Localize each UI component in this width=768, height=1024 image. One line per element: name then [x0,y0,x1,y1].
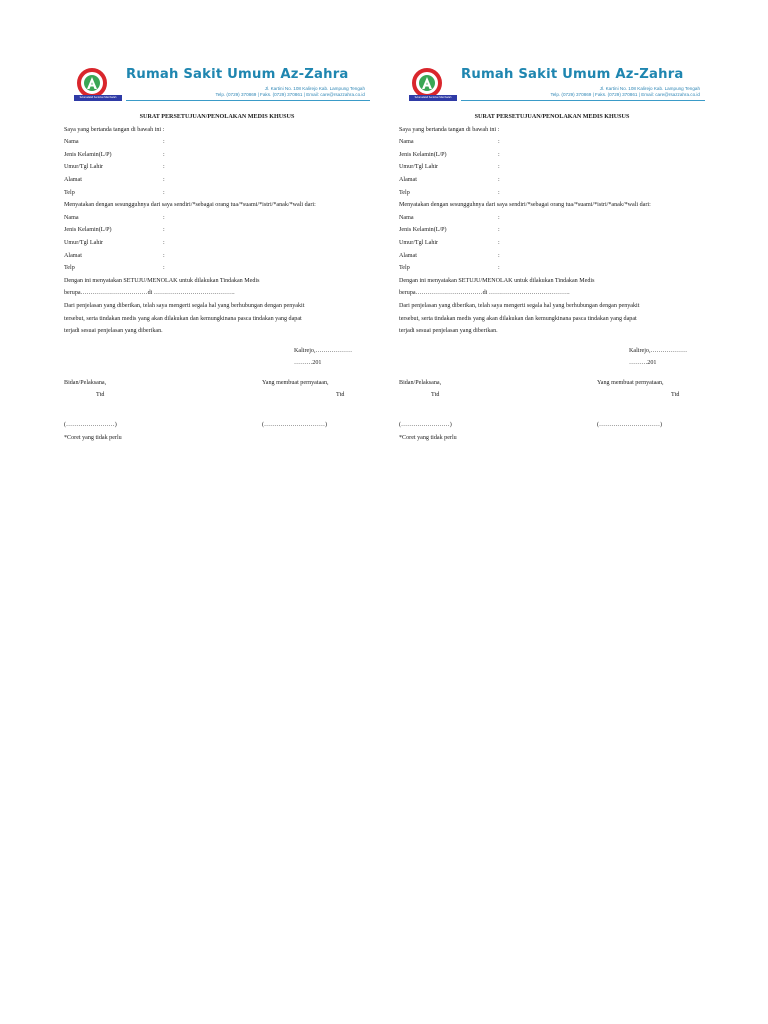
field-label: Umur/Tgl Lahir [399,164,439,171]
hospital-logo-icon [77,68,107,98]
field-row [399,224,705,237]
field-label: Jenis Kelamin(L/P) [399,151,447,158]
explanation-text: Dari penjelasan yang diberikan, telah saya mengerti segala hal yang berhubungan dengan penyakit [399,302,640,309]
hospital-contact: Telp. (0729) 370869 | Faks. (0729) 370861 | Email: care@rsazzahra.co.id [215,92,365,97]
field-value: : [498,227,500,234]
letterhead [64,62,370,102]
ttd-left: Ttd [431,392,440,399]
field-label: Alamat [64,252,82,259]
field-value: : [498,164,500,171]
explanation-text: Dari penjelasan yang diberikan, telah saya mengerti segala hal yang berhubungan dengan penyakit [64,302,305,309]
ttd-right: Ttd [671,392,680,399]
midwife-label: Bidan/Pelaksana, [399,379,442,386]
field-label: Jenis Kelamin(L/P) [64,151,112,158]
explanation-text: tersebut, serta tindakan medis yang akan dilakukan dan kemungkinana pasca tindakan yang dapat [64,315,302,322]
footnote: *Coret yang tidak perlu [64,434,122,441]
field-row [64,136,370,149]
procedure-text: berupa……………………………di …………………………………. [399,290,570,297]
field-row [64,212,370,225]
hospital-tagline: Sehat adalah Sentuhan Nilai Ibadah [74,95,122,101]
signature-blank-right: (…………………………) [597,422,662,429]
hospital-address-block [215,86,365,98]
field-label: Telp [399,265,410,272]
field-row [64,187,370,200]
year-date: ………201 [294,360,322,367]
signature-blank-row [399,419,705,432]
field-row [64,161,370,174]
field-value: : [163,265,165,272]
field-row [64,237,370,250]
statement-text: Menyatakan dengan sesungguhnya dari saya sendiri/*sebagai orang tua/*suami/*istri/*anak/*wali dari: [64,202,316,209]
field-row [399,187,705,200]
intro-text: Saya yang bertanda tangan di bawah ini : [399,126,500,133]
field-row [399,262,705,275]
field-value: : [498,176,500,183]
field-row [399,136,705,149]
footnote: *Coret yang tidak perlu [399,434,457,441]
form-title: SURAT PERSETUJUAN/PENOLAKAN MEDIS KHUSUS [474,114,630,120]
field-row [399,174,705,187]
signer-row [399,377,705,390]
field-row [64,224,370,237]
field-value: : [163,151,165,158]
place-date: Kalirejo,……………… [629,347,688,354]
field-label: Alamat [399,176,417,183]
signature-blank-right: (…………………………) [262,422,327,429]
intro-text: Saya yang bertanda tangan di bawah ini : [64,126,165,133]
field-value: : [163,252,165,259]
field-row [399,161,705,174]
explanation-text: terjadi sesuai penjelasan yang diberikan. [64,328,163,335]
field-value: : [163,139,165,146]
field-row [64,262,370,275]
field-value: : [498,214,500,221]
ttd-right: Ttd [336,392,345,399]
header-divider [126,100,370,101]
form-title: SURAT PERSETUJUAN/PENOLAKAN MEDIS KHUSUS [139,114,295,120]
statement-text: Menyatakan dengan sesungguhnya dari saya sendiri/*sebagai orang tua/*suami/*istri/*anak/*wali dari: [399,202,651,209]
letterhead [399,62,705,102]
hospital-address: Jl. Kartini No. 108 Kalirejo Kab. Lampung Tengah [264,86,365,91]
field-value: : [163,214,165,221]
field-row [399,237,705,250]
field-value: : [498,151,500,158]
place-date: Kalirejo,……………… [294,347,353,354]
field-value: : [163,176,165,183]
year-date: ………201 [629,360,657,367]
field-label: Nama [399,139,414,146]
signer-row [64,377,370,390]
field-row [399,212,705,225]
procedure-text: berupa……………………………di …………………………………. [64,290,235,297]
field-row [399,250,705,263]
field-label: Nama [399,214,414,221]
field-row [64,174,370,187]
hospital-contact: Telp. (0729) 370869 | Faks. (0729) 370861 | Email: care@rsazzahra.co.id [550,92,700,97]
explanation-text: terjadi sesuai penjelasan yang diberikan. [399,328,498,335]
field-value: : [163,189,165,196]
field-label: Telp [399,189,410,196]
field-label: Umur/Tgl Lahir [399,239,439,246]
field-value: : [163,164,165,171]
field-value: : [498,139,500,146]
hospital-name: Rumah Sakit Umum Az-Zahra [126,67,349,82]
field-label: Telp [64,265,75,272]
field-value: : [498,252,500,259]
field-label: Jenis Kelamin(L/P) [64,227,112,234]
signature-blank-row [64,419,370,432]
field-label: Alamat [399,252,417,259]
signature-blank-left: (……………………) [64,422,117,429]
field-row [64,250,370,263]
field-value: : [163,239,165,246]
field-row [64,149,370,162]
field-label: Jenis Kelamin(L/P) [399,227,447,234]
declarant-label: Yang membuat pernyataan, [597,379,664,386]
explanation-text: tersebut, serta tindakan medis yang akan dilakukan dan kemungkinana pasca tindakan yang dapat [399,315,637,322]
field-label: Umur/Tgl Lahir [64,164,104,171]
field-value: : [498,265,500,272]
field-value: : [163,227,165,234]
ttd-left: Ttd [96,392,105,399]
field-label: Umur/Tgl Lahir [64,239,104,246]
consent-text: Dengan ini menyatakan SETUJU/MENOLAK untuk dilakukan Tindakan Medis [399,277,595,284]
hospital-name: Rumah Sakit Umum Az-Zahra [461,67,684,82]
hospital-logo-icon [412,68,442,98]
field-label: Telp [64,189,75,196]
hospital-tagline: Sehat adalah Sentuhan Nilai Ibadah [409,95,457,101]
field-row [399,149,705,162]
midwife-label: Bidan/Pelaksana, [64,379,107,386]
field-label: Alamat [64,176,82,183]
consent-form-right [399,62,705,444]
ttd-row [64,389,370,402]
consent-text: Dengan ini menyatakan SETUJU/MENOLAK untuk dilakukan Tindakan Medis [64,277,260,284]
consent-form-left [64,62,370,444]
declarant-label: Yang membuat pernyataan, [262,379,329,386]
field-value: : [498,239,500,246]
field-value: : [498,189,500,196]
signature-blank-left: (……………………) [399,422,452,429]
ttd-row [399,389,705,402]
field-label: Nama [64,139,79,146]
header-divider [461,100,705,101]
hospital-address-block [550,86,700,98]
field-label: Nama [64,214,79,221]
hospital-address: Jl. Kartini No. 108 Kalirejo Kab. Lampung Tengah [599,86,700,91]
